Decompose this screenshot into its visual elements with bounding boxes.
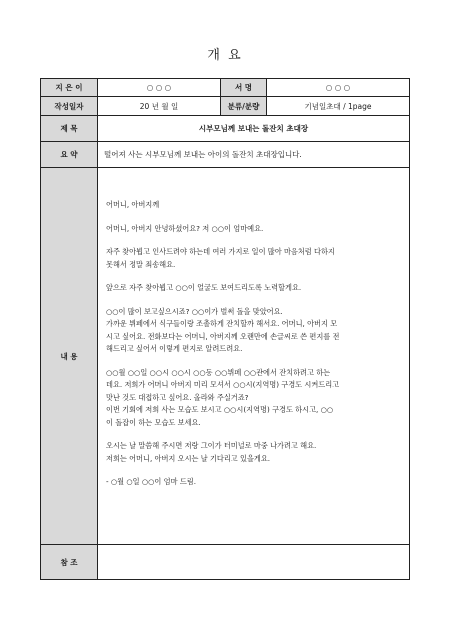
letter-paragraph [106,246,401,271]
date-label: 작성일자 [41,97,98,116]
subject-row [41,116,410,142]
subject-label: 제 목 [41,116,98,142]
letter-paragraph [106,223,401,236]
letter-line: 오시는 날 말씀해 주시면 저랑 그이가 터미널로 마중 나가려고 해요. [106,441,317,450]
content-row [41,168,410,545]
letter-line: 맛난 것도 대접하고 싶어요. 올라와 주실거죠? [106,392,249,402]
reference-value [98,545,410,580]
letter-closing: - ○월 ○일 ○○이 엄마 드림. [106,477,196,486]
letter-paragraph [106,306,401,356]
letter-line: 가까운 뷔페에서 식구들이랑 조촐하게 잔치할까 해서요. 어머니, 아버지 모 [106,319,338,328]
letter-line: 해드리고 싶어서 이렇게 편지로 알려드려요. [106,344,243,353]
reference-label: 참 조 [41,545,98,580]
letter-greeting: 어머니, 아버지께 [106,200,160,209]
letter-paragraph [106,282,401,295]
letter-line: 이번 기회에 저희 사는 모습도 보시고 ○○시(지역명) 구경도 하시고, ○○ [106,405,334,414]
summary-form [40,78,410,580]
author-value: ○ ○ ○ [98,79,221,97]
letter-line: 자주 찾아뵙고 인사드려야 하는데 여러 가지로 일이 많아 마음처럼 다하지 [106,247,335,256]
date-row [41,97,410,116]
letter-content [98,168,410,545]
subject-value: 시부모님께 보내는 돌잔치 초대장 [98,116,410,142]
letter-line: 어머니, 아버지 안녕하셨어요? 저 ○○이 엄마예요. [106,223,264,233]
reference-row [41,545,410,580]
letter-paragraph [106,440,401,465]
letter-line: 못해서 정말 죄송해요. [106,259,176,269]
summary-row [41,142,410,168]
signature-value: ○ ○ ○ [267,79,410,97]
letter-paragraph [106,367,401,430]
summary-value: 떨어져 사는 시부모님께 보내는 아이의 돌잔치 초대장입니다. [98,142,410,168]
category-label: 분류/분량 [221,97,267,116]
letter-line: 저희는 어머니, 아버지 오시는 날 기다리고 있을게요. [106,453,271,463]
letter-line: 이 돌잡이 하는 모습도 보세요. [106,417,201,427]
letter-line: ○○월 ○○일 ○○시 ○○시 ○○동 ○○뷔페 ○○관에서 잔치하려고 하는 [106,367,331,377]
letter-line: 앞으로 자주 찾아뵙고 ○○이 얼굴도 보여드리도록 노력할게요. [106,283,302,292]
content-label: 내 용 [41,168,98,545]
letter-line: 데요. 저희가 어머니 아버지 미리 모셔서 ○○시(지역명) 구경도 시켜드리고 [106,380,340,389]
author-row [41,79,410,97]
date-value: 20 년 월 일 [98,97,221,116]
category-value: 기념일초대 / 1page [267,97,410,116]
letter-line: ○○이 많이 보고싶으시죠? ○○이가 벌써 돌을 맞았어요. [106,306,283,316]
author-label: 지 은 이 [41,79,98,97]
page-title: 개 요 [207,48,243,63]
letter-line: 시고 싶어요. 전화보다는 어머니, 아버지께 오랜만에 손글씨로 쓴 편지를 전 [106,331,340,341]
signature-label: 서 명 [221,79,267,97]
summary-label: 요 약 [41,142,98,168]
